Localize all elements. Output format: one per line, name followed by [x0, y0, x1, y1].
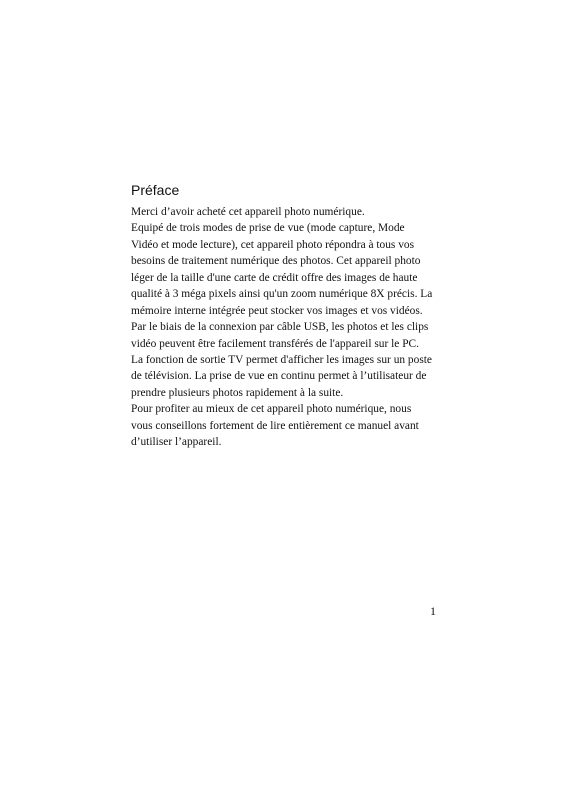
body-line: Par le biais de la connexion par câble USB, les photos et les clips	[131, 321, 429, 334]
body-line: Pour profiter au mieux de cet appareil photo numérique, nous	[131, 403, 412, 416]
body-line: La fonction de sortie TV permet d'afficher les images sur un poste	[131, 353, 432, 366]
page-number: 1	[430, 604, 436, 618]
body-line: prendre plusieurs photos rapidement à la suite.	[131, 386, 344, 399]
body-line: de télévision. La prise de vue en continu permet à l’utilisateur de	[131, 370, 427, 383]
page-title: Préface	[131, 182, 180, 198]
body-line: Merci d’avoir acheté cet appareil photo numérique.	[131, 206, 365, 218]
body-line: d’utiliser l’appareil.	[131, 436, 222, 449]
body-line: mémoire interne intégrée peut stocker vos images et vos vidéos.	[131, 304, 423, 317]
body-line: Vidéo et mode lecture), cet appareil photo répondra à tous vos	[131, 238, 415, 251]
body-line: léger de la taille d'une carte de crédit offre des images de haute	[131, 271, 418, 284]
body-line: besoins de traitement numérique des photos. Cet appareil photo	[131, 255, 421, 268]
preface-body	[131, 204, 451, 451]
body-line: qualité à 3 méga pixels ainsi qu'un zoom numérique 8X précis. La	[131, 288, 433, 301]
body-line: vidéo peuvent être facilement transférés de l'appareil sur le PC.	[131, 337, 419, 350]
body-line: Equipé de trois modes de prise de vue (mode capture, Mode	[131, 222, 405, 235]
body-line: vous conseillons fortement de lire entièrement ce manuel avant	[131, 419, 419, 432]
